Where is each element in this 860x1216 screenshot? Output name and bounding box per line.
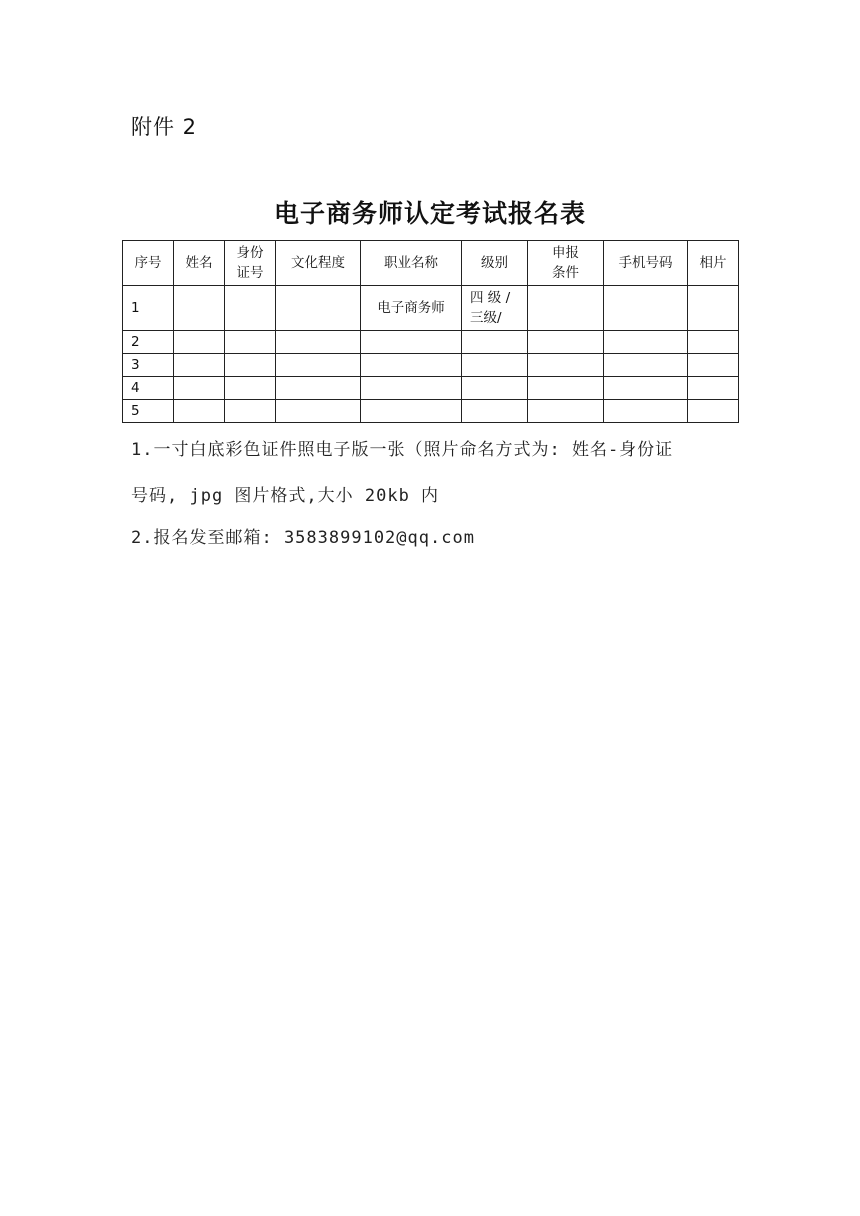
name-cell[interactable]	[174, 400, 225, 423]
table-row	[123, 331, 739, 354]
level-cell[interactable]	[462, 331, 528, 354]
header-cell-occupation: 职业名称	[361, 241, 462, 286]
header-cell-name: 姓名	[174, 241, 225, 286]
level-cell[interactable]	[462, 400, 528, 423]
occupation-cell: 电子商务师	[361, 286, 462, 331]
id-number-cell[interactable]	[225, 400, 276, 423]
name-cell[interactable]	[174, 377, 225, 400]
photo-cell[interactable]	[688, 377, 739, 400]
header-cell-photo: 相片	[688, 241, 739, 286]
phone-cell[interactable]	[604, 286, 688, 331]
photo-cell[interactable]	[688, 331, 739, 354]
level-cell[interactable]	[462, 377, 528, 400]
phone-cell[interactable]	[604, 331, 688, 354]
conditions-cell[interactable]	[528, 400, 604, 423]
header-cell-conditions: 申报 条件	[528, 241, 604, 286]
id-number-cell[interactable]	[225, 331, 276, 354]
occupation-cell[interactable]	[361, 331, 462, 354]
photo-cell[interactable]	[688, 354, 739, 377]
attachment-label: 附件 2	[131, 115, 198, 139]
row-number: 2	[123, 331, 174, 354]
conditions-cell[interactable]	[528, 354, 604, 377]
name-cell[interactable]	[174, 354, 225, 377]
education-cell[interactable]	[276, 354, 361, 377]
header-cell-phone: 手机号码	[604, 241, 688, 286]
education-cell[interactable]	[276, 377, 361, 400]
photo-cell[interactable]	[688, 400, 739, 423]
header-cell-education: 文化程度	[276, 241, 361, 286]
phone-cell[interactable]	[604, 377, 688, 400]
occupation-cell[interactable]	[361, 354, 462, 377]
header-cell-level: 级别	[462, 241, 528, 286]
table-row	[123, 354, 739, 377]
header-cell-id-number: 身份 证号	[225, 241, 276, 286]
id-number-cell[interactable]	[225, 286, 276, 331]
education-cell[interactable]	[276, 400, 361, 423]
id-number-cell[interactable]	[225, 377, 276, 400]
table-header-row	[123, 241, 739, 286]
education-cell[interactable]	[276, 286, 361, 331]
conditions-cell[interactable]	[528, 377, 604, 400]
phone-cell[interactable]	[604, 354, 688, 377]
note-email: 2.报名发至邮箱: 3583899102@qq.com	[131, 528, 475, 548]
level-cell[interactable]	[462, 354, 528, 377]
table-row	[123, 286, 739, 331]
name-cell[interactable]	[174, 286, 225, 331]
note-photo-requirement: 1.一寸白底彩色证件照电子版一张（照片命名方式为: 姓名-身份证	[131, 440, 674, 460]
occupation-cell[interactable]	[361, 400, 462, 423]
table-row	[123, 377, 739, 400]
photo-cell[interactable]	[688, 286, 739, 331]
occupation-cell[interactable]	[361, 377, 462, 400]
registration-table	[122, 240, 739, 423]
level-cell: 四 级 / 三级/	[462, 286, 528, 331]
education-cell[interactable]	[276, 331, 361, 354]
phone-cell[interactable]	[604, 400, 688, 423]
row-number: 1	[123, 286, 174, 331]
conditions-cell[interactable]	[528, 331, 604, 354]
table-row	[123, 400, 739, 423]
page-title: 电子商务师认定考试报名表	[273, 199, 586, 228]
row-number: 4	[123, 377, 174, 400]
note-photo-format: 号码, jpg 图片格式,大小 20kb 内	[131, 486, 440, 506]
header-cell-serial: 序号	[123, 241, 174, 286]
row-number: 5	[123, 400, 174, 423]
id-number-cell[interactable]	[225, 354, 276, 377]
row-number: 3	[123, 354, 174, 377]
name-cell[interactable]	[174, 331, 225, 354]
conditions-cell[interactable]	[528, 286, 604, 331]
